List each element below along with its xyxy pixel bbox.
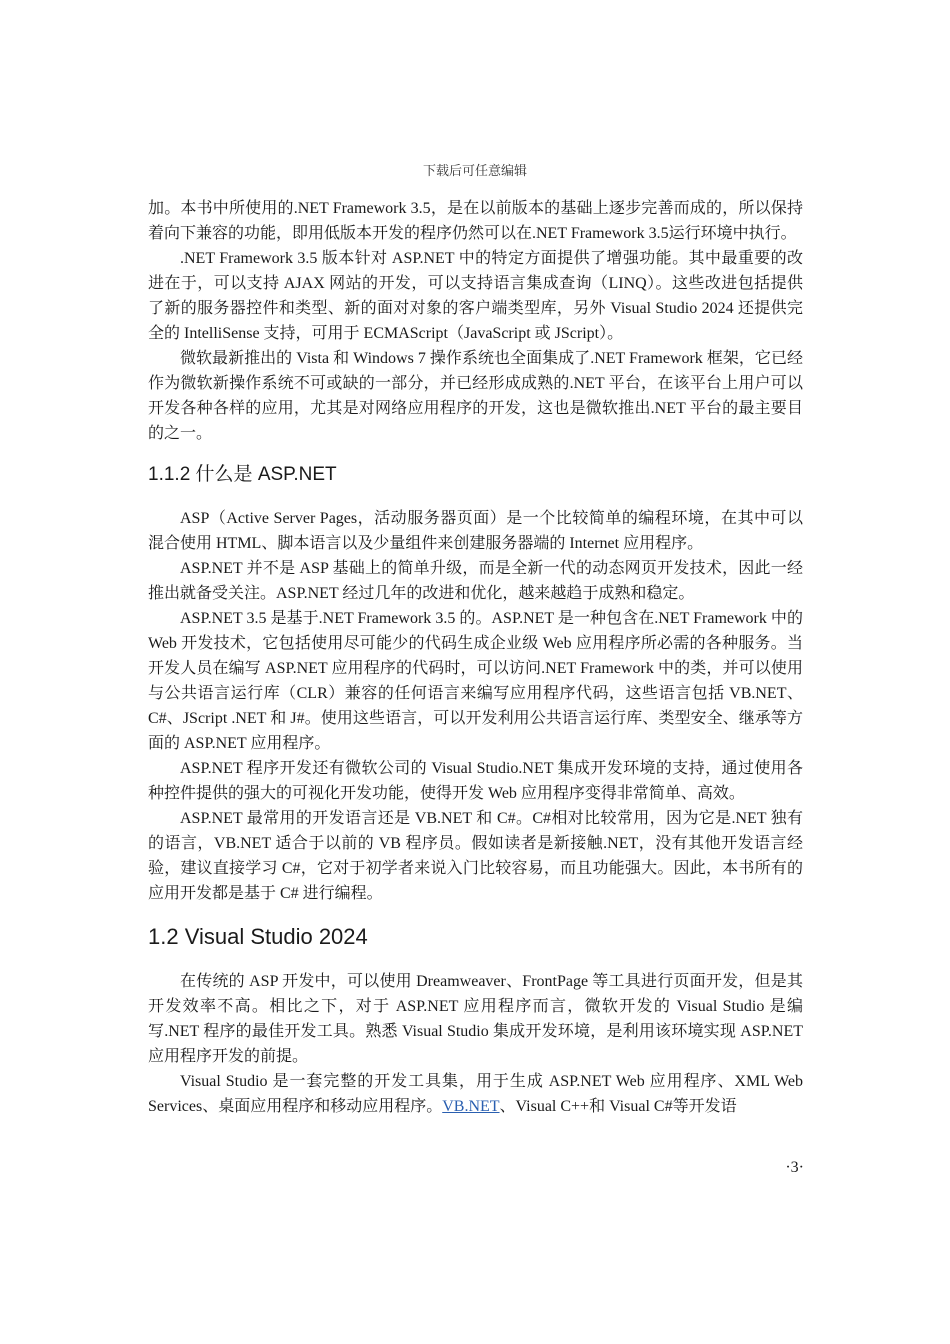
page-number: ·3· (785, 1159, 804, 1176)
section-heading-1-2: 1.2 Visual Studio 2024 (148, 924, 368, 949)
paragraph: ASP.NET 3.5 是基于.NET Framework 3.5 的。ASP.NET 是一种包含在.NET Framework 中的 Web 开发技术，它包括使用尽可能少的代码生成企业级 Web 应用程序所必需的各种服务。当开发人员在编写 ASP.NET 应用程序的代码时，可以访问.NET Framework 中的类，并可以使用与公共语言运行库（CLR）兼容的任何语言来编写应用程序代码，这些语言包括 VB.NET、C#、JScript .NET 和 J#。使用这些语言，可以开发利用公共语言运行库、类型安全、继承等方面的 ASP.NET 应用程序。 (148, 610, 803, 752)
paragraph: 在传统的 ASP 开发中，可以使用 Dreamweaver、FrontPage 等工具进行页面开发，但是其开发效率不高。相比之下，对于 ASP.NET 应用程序而言，微软开发的 Visual Studio 是编写.NET 程序的最佳开发工具。熟悉 Visual Studio 集成开发环境，是利用该环境实现 ASP.NET 应用程序开发的前提。 (148, 973, 803, 1065)
paragraph: ASP.NET 程序开发还有微软公司的 Visual Studio.NET 集成开发环境的支持，通过使用各种控件提供的强大的可视化开发功能，使得开发 Web 应用程序变得非常简单、高效。 (148, 760, 803, 802)
paragraph: 加。本书中所使用的.NET Framework 3.5，是在以前版本的基础上逐步完善而成的，所以保持着向下兼容的功能，即用低版本开发的程序仍然可以在.NET Framework 3.5运行环境中执行。 (148, 200, 803, 242)
paragraph: ASP.NET 最常用的开发语言还是 VB.NET 和 C#。C#相对比较常用，因为它是.NET 独有的语言，VB.NET 适合于以前的 VB 程序员。假如读者是新接触.NET，没有其他开发语言经验，建议直接学习 C#，它对于初学者来说入门比较容易，而且功能强大。因此，本书所有的应用开发都是基于 C# 进行编程。 (148, 810, 803, 902)
document-body (148, 196, 803, 1119)
paragraph: ASP.NET 并不是 ASP 基础上的简单升级，而是全新一代的动态网页开发技术，因此一经推出就备受关注。ASP.NET 经过几年的改进和优化，越来越趋于成熟和稳定。 (148, 560, 803, 602)
paragraph: .NET Framework 3.5 版本针对 ASP.NET 中的特定方面提供了增强功能。其中最重要的改进在于，可以支持 AJAX 网站的开发，可以支持语言集成查询（LINQ）。这些改进包括提供了新的服务器控件和类型、新的面对对象的客户端类型库，另外 Visual Studio 2024 还提供完全的 IntelliSense 支持，可用于 ECMAScript（JavaScript 或 JScript）。 (148, 250, 803, 342)
paragraph: ASP（Active Server Pages，活动服务器页面）是一个比较简单的编程环境，在其中可以混合使用 HTML、脚本语言以及少量组件来创建服务器端的 Internet 应用程序。 (148, 510, 803, 552)
paragraph: 微软最新推出的 Vista 和 Windows 7 操作系统也全面集成了.NET Framework 框架，它已经作为微软新操作系统不可或缺的一部分，并已经形成成熟的.NET 平台，在该平台上用户可以开发各种各样的应用，尤其是对网络应用程序的开发，这也是微软推出.NET 平台的最主要目的之一。 (148, 350, 803, 442)
section-heading-1-1-2: 1.1.2 什么是 ASP.NET (148, 464, 337, 485)
paragraph-text: 、Visual C++和 Visual C#等开发语 (499, 1098, 737, 1115)
vb-net-link[interactable]: VB.NET (442, 1098, 500, 1115)
paragraph-text: Visual Studio 是一套完整的开发工具集，用于生成 ASP.NET Web 应用程序、XML Web Services、桌面应用程序和移动应用程序。 (148, 1073, 803, 1115)
paragraph-with-link (148, 1069, 803, 1119)
page-header: 下载后可任意编辑 (422, 163, 527, 178)
